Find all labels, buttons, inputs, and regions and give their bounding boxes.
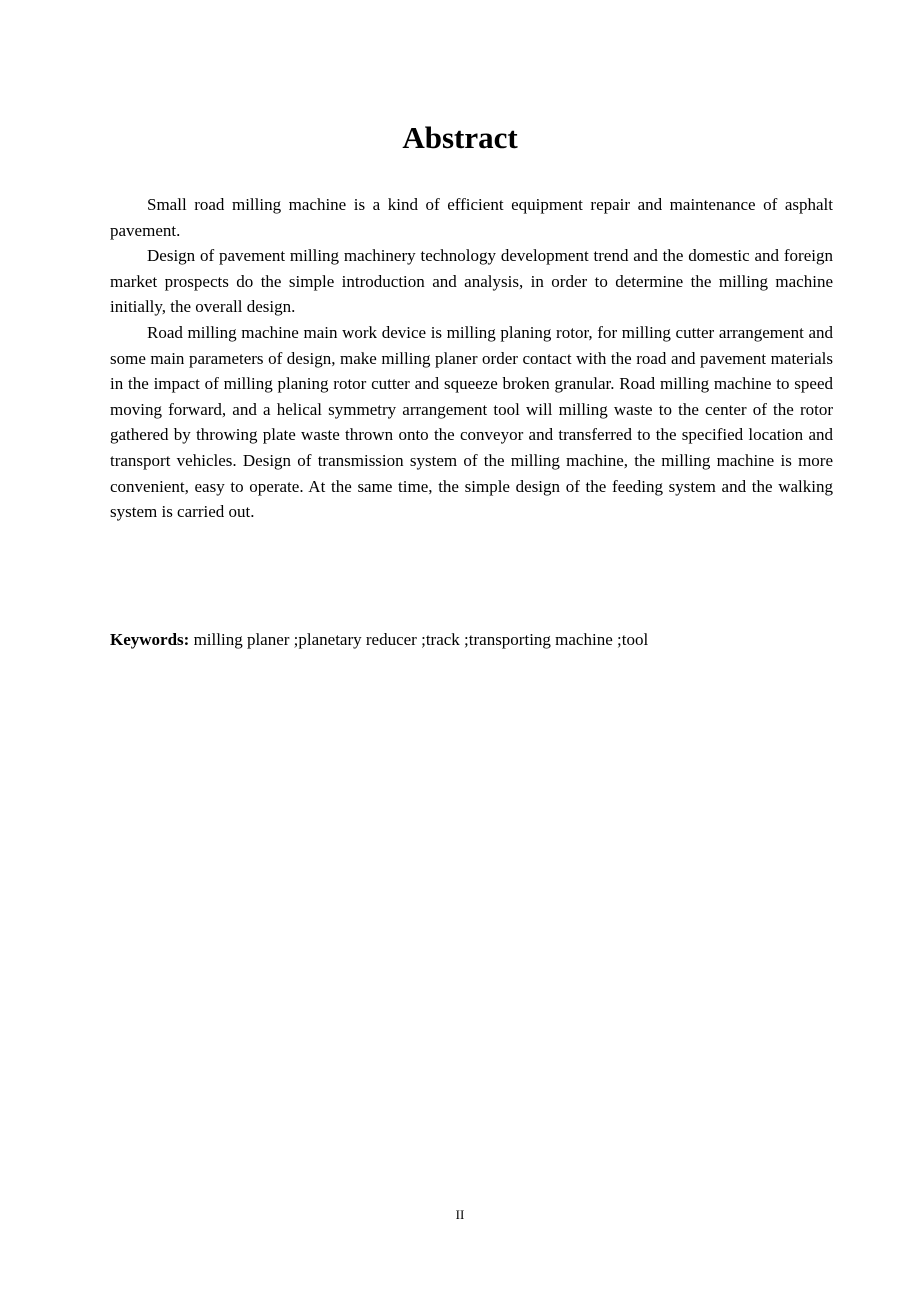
- abstract-paragraph-3: Road milling machine main work device is milling planing rotor, for milling cutter arrangement and some main parameters of design, make milling planer order contact with the road and pavement materials in the impact of milling planing rotor cutter and squeeze broken granular. Road milling machine to speed moving forward, and a helical symmetry arrangement tool will milling waste to the center of the rotor gathered by throwing plate waste thrown onto the conveyor and transferred to the specified location and transport vehicles. Design of transmission system of the milling machine, the milling machine is more convenient, easy to operate. At the same time, the simple design of the feeding system and the walking system is carried out.: [110, 322, 833, 522]
- keywords-label: Keywords:: [110, 630, 190, 649]
- keywords-text: milling planer ;planetary reducer ;track ;transporting machine ;tool: [193, 630, 649, 649]
- abstract-paragraph-2: Design of pavement milling machinery technology development trend and the domestic and foreign market prospects do the simple introduction and analysis, in order to determine the milling machine initially, the overall design.: [110, 246, 833, 317]
- abstract-paragraph-1: Small road milling machine is a kind of efficient equipment repair and maintenance of asphalt pavement.: [110, 195, 833, 240]
- page-title: Abstract: [402, 120, 518, 155]
- abstract-body: [110, 192, 833, 525]
- page-number: II: [455, 1207, 465, 1222]
- keywords-line: [110, 627, 833, 652]
